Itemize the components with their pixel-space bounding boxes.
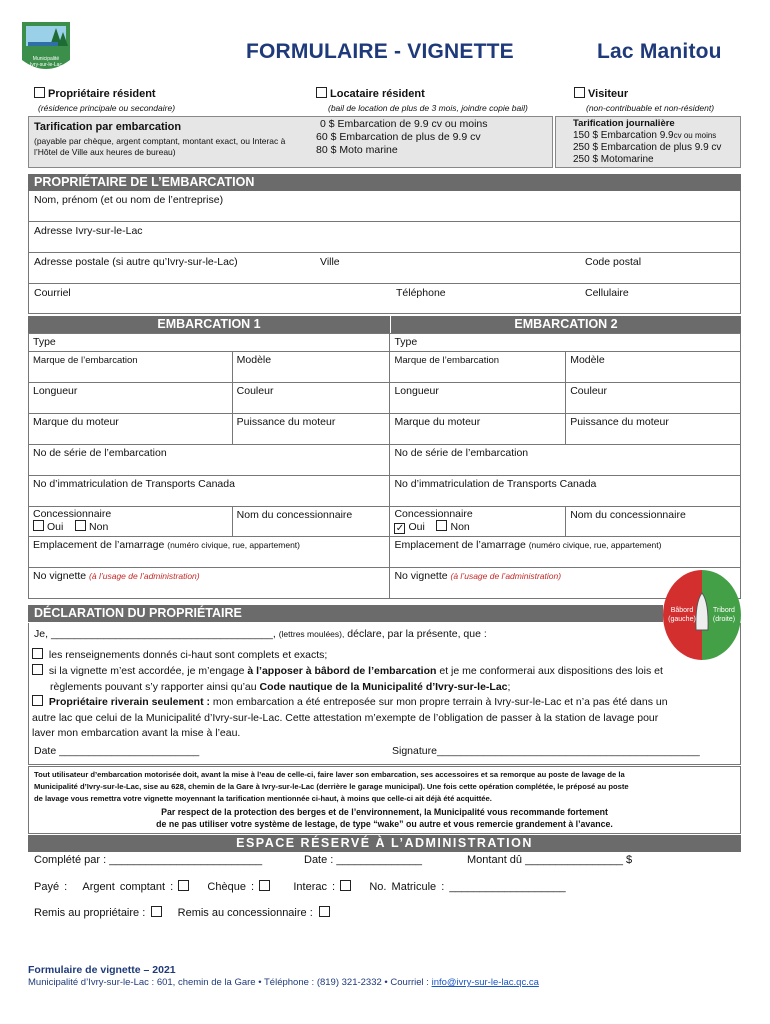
category-owner-note: (résidence principale ou secondaire)	[38, 103, 176, 113]
boat2-length[interactable]: Longueur	[390, 383, 566, 414]
checkbox[interactable]	[33, 520, 44, 531]
checkbox-checked[interactable]	[394, 523, 405, 534]
recommendation-text: Par respect de la protection des berges et de l’environnement, la Municipalité vous recommande fortement de ne pas utiliser votre système de lestage, de type “wake” ou autre et vous remercie grandement à l’avance.	[156, 807, 613, 829]
postal-code-field[interactable]: Code postal	[585, 256, 642, 268]
boat1-power[interactable]: Puissance du moteur	[232, 414, 390, 445]
checkbox[interactable]	[34, 87, 45, 98]
footer-email-link[interactable]: info@ivry-sur-le-lac.qc.ca	[431, 977, 539, 988]
boat1-dealer: Concessionnaire Oui Non	[29, 507, 233, 537]
checkbox[interactable]	[340, 880, 351, 891]
checkbox[interactable]	[32, 695, 43, 706]
boat2-vignette: No vignette (à l’usage de l’administration)	[390, 568, 741, 599]
checkbox[interactable]	[151, 906, 162, 917]
declaration-signature[interactable]: Signature_____________________________________________	[392, 745, 700, 757]
owner-name-field[interactable]: Nom, prénom (et ou nom de l’entreprise)	[34, 194, 224, 206]
daily-line-3: 250 $ Motomarine	[573, 154, 654, 165]
daily-tarif-title: Tarification journalière	[573, 118, 675, 129]
checkbox[interactable]	[316, 87, 327, 98]
boat2-type[interactable]: Type	[390, 334, 741, 352]
boat2-motor[interactable]: Marque du moteur	[390, 414, 566, 445]
boat1-mooring[interactable]: Emplacement de l’amarrage (numéro civique, rue, appartement)	[29, 537, 390, 568]
phone-field[interactable]: Téléphone	[396, 287, 446, 299]
boat1-type[interactable]: Type	[29, 334, 390, 352]
tarif-note: (payable par chèque, argent comptant, montant exact, ou Interac à l’Hôtel de Ville aux heures de bureau)	[34, 136, 286, 157]
boat1-dealer-name[interactable]: Nom du concessionnaire	[232, 507, 390, 537]
footer-title: Formulaire de vignette – 2021	[28, 964, 176, 976]
checkbox[interactable]	[319, 906, 330, 917]
category-tenant-note: (bail de location de plus de 3 mois, joindre copie bail)	[328, 103, 528, 113]
checkbox[interactable]	[259, 880, 270, 891]
checkbox[interactable]	[75, 520, 86, 531]
tarif-title: Tarification par embarcation	[34, 121, 182, 133]
category-owner[interactable]: Propriétaire résident	[34, 87, 156, 100]
boat1-motor[interactable]: Marque du moteur	[29, 414, 233, 445]
declaration-item-1: les renseignements donnés ci-haut sont complets et exacts;	[32, 648, 732, 664]
boat2-dealer: Concessionnaire ✓Oui Non	[390, 507, 566, 537]
logo-text-1: Municipalité	[32, 56, 60, 62]
boat2-serial[interactable]: No de série de l’embarcation	[390, 445, 741, 476]
boat2-model[interactable]: Modèle	[566, 352, 741, 383]
admin-completed[interactable]: Complété par : _________________________	[34, 854, 263, 866]
page-title: FORMULAIRE - VIGNETTE	[246, 40, 514, 63]
boat1-color[interactable]: Couleur	[232, 383, 390, 414]
checkbox[interactable]	[574, 87, 585, 98]
boat2-color[interactable]: Couleur	[566, 383, 741, 414]
admin-amount[interactable]: Montant dû ________________ $	[467, 854, 633, 866]
boat1-serial[interactable]: No de série de l’embarcation	[29, 445, 390, 476]
checkbox[interactable]	[436, 520, 447, 531]
cell-field[interactable]: Cellulaire	[585, 287, 629, 299]
notice-text: Tout utilisateur d’embarcation motorisée doit, avant la mise à l’eau de celle-ci, faire laver son embarcation, ses accessoires et sa remorque au poste de lavage de la Municipalité d’Ivry-sur-le-Lac, sise au 628, chemin de la Gare à Ivry-sur-le-Lac (derrière le garage municipal). Une fois cette opération complétée, le préposé au poste de lavage vous remettra votre vignette moyennant la tarification mentionnée ci-haut, à moins que celle-ci ait déjà été acquittée.	[34, 770, 629, 803]
boat1-model[interactable]: Modèle	[232, 352, 390, 383]
category-visitor[interactable]: Visiteur	[574, 87, 628, 100]
declaration-item-3: Propriétaire riverain seulement : mon embarcation a été entreposée sur mon propre terrain à Ivry-sur-le-Lac et n’a pas été dans un autre lac que celui de la Municipalité d’Ivry-sur-le-Lac. Cette attestation m’exempte de l’obligation de passer à la station de lavage pour laver mon embarcation avant la mise à l’eau.	[32, 696, 668, 739]
owner-address-field[interactable]: Adresse Ivry-sur-le-Lac	[34, 225, 143, 237]
tarif-line-2: 60 $ Embarcation de plus de 9.9 cv	[316, 131, 481, 143]
daily-line-1: 150 $ Embarcation 9.9cv ou moins	[573, 130, 717, 141]
tarif-line-1: 0 $ Embarcation de 9.9 cv ou moins	[320, 118, 488, 130]
checkbox[interactable]	[32, 648, 43, 659]
boat2-dealer-name[interactable]: Nom du concessionnaire	[566, 507, 741, 537]
boat1-vignette: No vignette (à l’usage de l’administration)	[29, 568, 390, 599]
boat2-make[interactable]: Marque de l’embarcation	[394, 355, 500, 366]
admin-return: Remis au propriétaire : Remis au concessionnaire :	[34, 906, 333, 919]
category-tenant[interactable]: Locataire résident	[316, 87, 425, 100]
boat2-registration[interactable]: No d’immatriculation de Transports Canada	[390, 476, 741, 507]
postal-address-field[interactable]: Adresse postale (si autre qu’Ivry-sur-le-Lac)	[34, 256, 238, 268]
category-visitor-note: (non-contribuable et non-résident)	[586, 103, 715, 113]
email-field[interactable]: Courriel	[34, 287, 71, 299]
boat1-make[interactable]: Marque de l’embarcation	[33, 355, 138, 366]
declaration-header: DÉCLARATION DU PROPRIÉTAIRE	[28, 605, 663, 622]
daily-line-2: 250 $ Embarcation de plus 9.9 cv	[573, 142, 722, 153]
boat2-header: EMBARCATION 2	[391, 316, 741, 333]
logo-text-2: Ivry-sur-le-Lac	[30, 62, 62, 68]
tarif-line-3: 80 $ Moto marine	[316, 144, 398, 156]
city-field[interactable]: Ville	[320, 256, 340, 268]
boat2-mooring[interactable]: Emplacement de l’amarrage (numéro civique, rue, appartement)	[390, 537, 741, 568]
checkbox[interactable]	[32, 664, 43, 675]
declaration-intro: Je, ______________________________________, (lettres moulées), déclare, par la présente, que :	[34, 628, 487, 640]
lake-name: Lac Manitou	[597, 40, 722, 63]
admin-header: ESPACE RÉSERVÉ À L’ADMINISTRATION	[28, 835, 741, 852]
boat1-registration[interactable]: No d’immatriculation de Transports Canada	[29, 476, 390, 507]
admin-date[interactable]: Date : ______________	[304, 854, 423, 866]
boats-table	[28, 333, 741, 599]
declaration-item-2: si la vignette m’est accordée, je m’engage à l’apposer à bâbord de l’embarcation et je me conformerai aux dispositions des lois et règlements pouvant s’y rapporter ainsi qu’au Code nautique de la Municipalité d’Ivry-sur-le-Lac;	[32, 664, 737, 695]
babord-label: Bâbord (gauche)	[668, 607, 696, 623]
footer-address: Municipalité d’Ivry-sur-le-Lac : 601, chemin de la Gare • Téléphone : (819) 321-2332 • Courriel : info@ivry-sur-le-lac.qc.ca	[28, 977, 539, 988]
tribord-label: Tribord (droite)	[712, 607, 736, 623]
boat2-power[interactable]: Puissance du moteur	[566, 414, 741, 445]
admin-payment: Payé : Argent comptant : Chèque : Interac : No. Matricule : ___________________	[34, 881, 566, 893]
municipality-logo	[20, 20, 72, 76]
owner-section-header: PROPRIÉTAIRE DE L’EMBARCATION	[28, 174, 741, 191]
boat1-length[interactable]: Longueur	[29, 383, 233, 414]
checkbox[interactable]	[178, 880, 189, 891]
declaration-date[interactable]: Date ________________________	[34, 745, 200, 757]
boat1-header: EMBARCATION 1	[28, 316, 390, 333]
